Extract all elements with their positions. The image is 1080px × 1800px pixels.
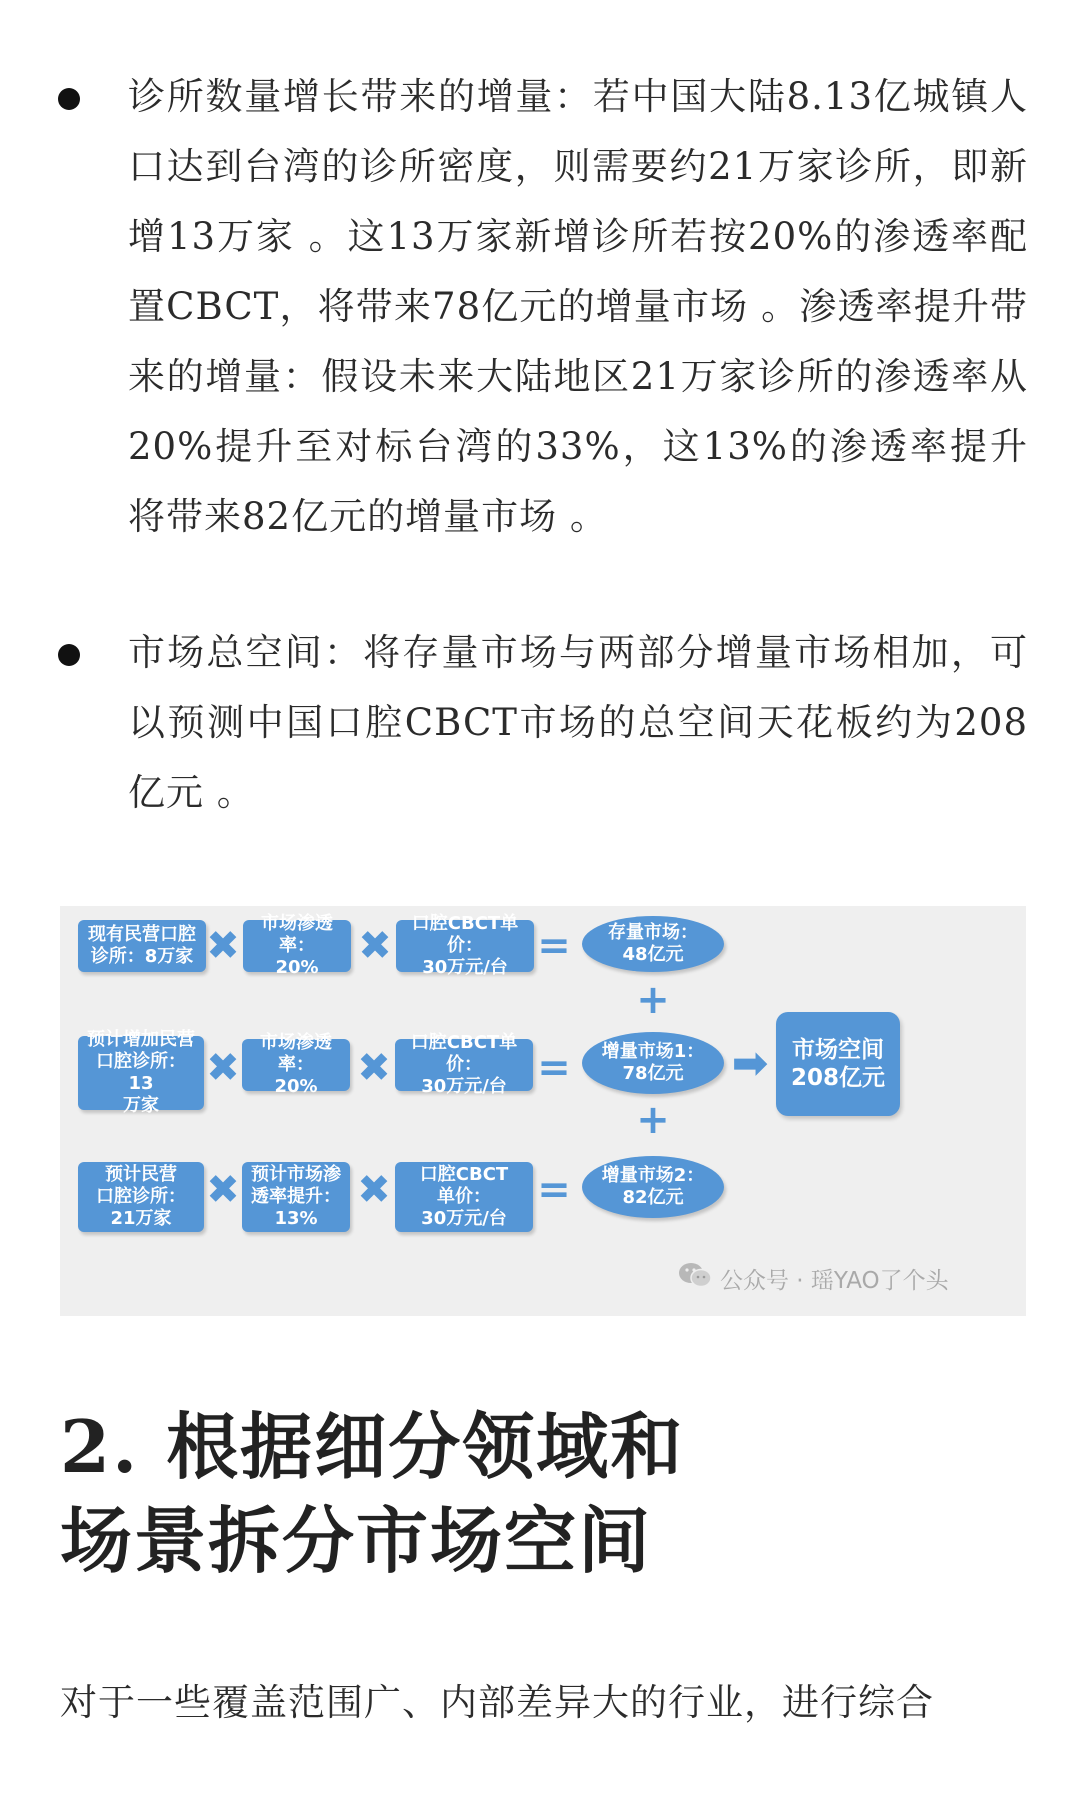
multiply-sign: ✖	[206, 1167, 240, 1213]
multiply-sign: ✖	[206, 1045, 240, 1091]
added-clinics-box: 预计增加民营 口腔诊所：13 万家	[78, 1036, 204, 1110]
penetration-increase-box: 预计市场渗 透率提升： 13%	[242, 1162, 350, 1232]
multiply-sign: ✖	[357, 1167, 391, 1213]
equals-sign: =	[537, 1167, 571, 1213]
penetration-rate-box: 市场渗透率： 20%	[242, 1039, 350, 1091]
stock-market-ellipse: 存量市场： 48亿元	[582, 916, 724, 972]
wechat-icon	[678, 1261, 712, 1295]
penetration-rate-box: 市场渗透率： 20%	[243, 920, 351, 972]
unit-price-box: 口腔CBCT 单价： 30万元/台	[395, 1162, 533, 1232]
bullet-item-total-market	[0, 618, 1080, 828]
section-heading: 2. 根据细分领域和 场景拆分市场空间	[60, 1404, 685, 1583]
bullet-text: 市场总空间：将存量市场与两部分增量市场相加，可以预测中国口腔CBCT市场的总空间天花板约为208亿元 。	[128, 631, 1028, 814]
watermark-text: 公众号 · 瑶YAO了个头	[720, 1267, 949, 1294]
market-size-diagram	[60, 906, 1026, 1316]
multiply-sign: ✖	[358, 923, 392, 969]
bullet-text: 诊所数量增长带来的增量：若中国大陆8.13亿城镇人口达到台湾的诊所密度，则需要约21万家诊所，即新增13万家 。这13万家新增诊所若按20%的渗透率配置CBCT，将带来78亿元的增量市场 。渗透率提升带来的增量：假设未来大陆地区21万家诊所的渗透率从20%提升至对标台湾的33%，这13%的渗透率提升将带来82亿元的增量市场 。	[128, 75, 1028, 538]
multiply-sign: ✖	[357, 1045, 391, 1091]
incremental-market-1-ellipse: 增量市场1： 78亿元	[582, 1032, 724, 1094]
unit-price-box: 口腔CBCT单价： 30万元/台	[395, 1039, 533, 1091]
plus-sign: +	[636, 977, 670, 1023]
body-paragraph: 对于一些覆盖范围广、内部差异大的行业，进行综合	[60, 1681, 934, 1724]
bullet-dot	[58, 88, 80, 110]
existing-clinics-box: 现有民营口腔 诊所：8万家	[78, 920, 206, 972]
bullet-dot	[58, 644, 80, 666]
total-market-box: 市场空间 208亿元	[776, 1012, 900, 1116]
multiply-sign: ✖	[206, 923, 240, 969]
arrow-right-icon: ➡	[731, 1038, 769, 1089]
incremental-market-2-ellipse: 增量市场2： 82亿元	[582, 1156, 724, 1218]
plus-sign: +	[636, 1097, 670, 1143]
equals-sign: =	[537, 923, 571, 969]
bullet-item-incremental	[0, 62, 1080, 552]
watermark	[678, 1261, 949, 1295]
projected-clinics-box: 预计民营 口腔诊所： 21万家	[78, 1162, 204, 1232]
unit-price-box: 口腔CBCT单价： 30万元/台	[396, 920, 534, 972]
equals-sign: =	[537, 1045, 571, 1091]
